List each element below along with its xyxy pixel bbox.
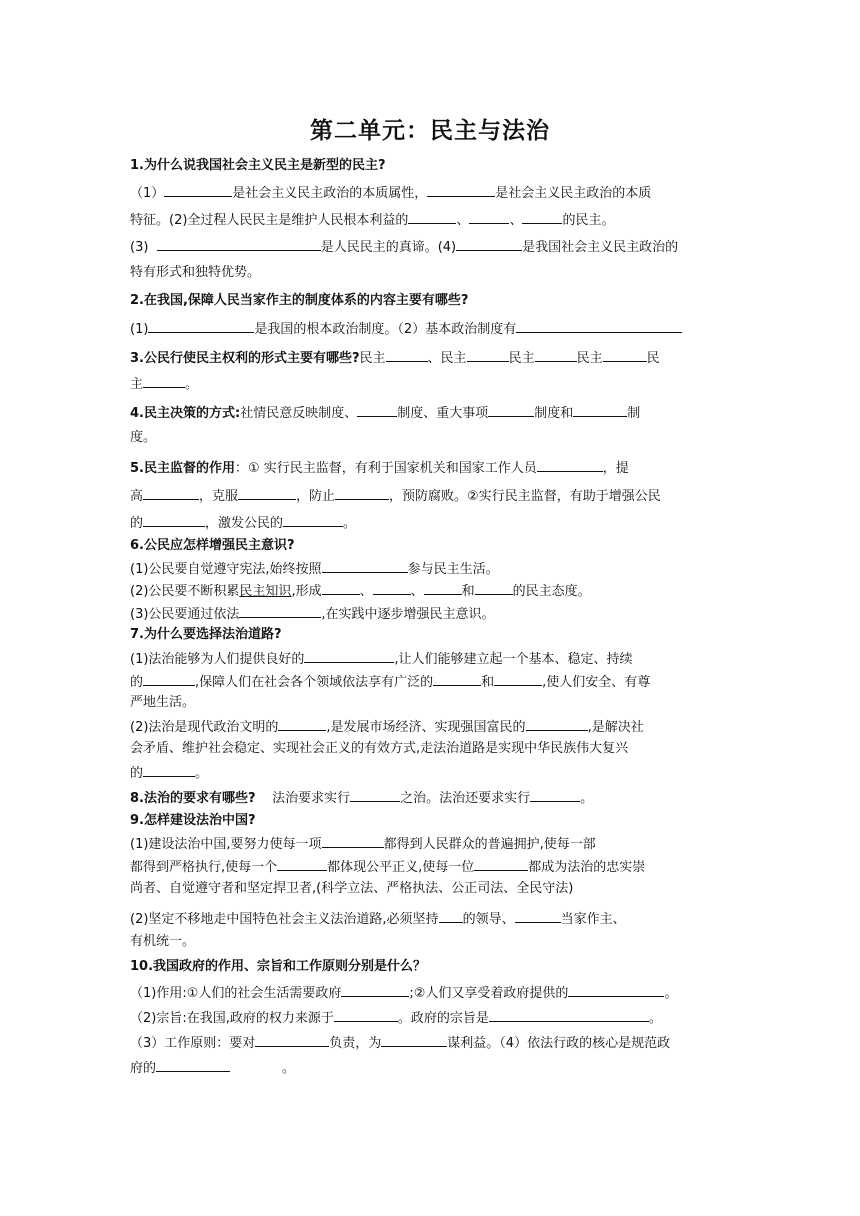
blank[interactable] xyxy=(489,1007,649,1022)
blank[interactable] xyxy=(424,580,462,595)
blank[interactable] xyxy=(350,787,400,802)
q9-line-1: (1)建设法治中国,要努力使每一项 都得到人民群众的普遍拥护,使每一部 xyxy=(130,833,730,855)
q9-line-4: (2)坚定不移地走中国特色社会主义法治道路,必须坚持 的领导、 当家作主、 xyxy=(130,908,730,930)
blank[interactable] xyxy=(322,833,384,848)
q9-line-3: 尚者、自觉遵守者和坚定捍卫者,(科学立法、严格执法、公正司法、全民守法) xyxy=(130,881,574,896)
blank[interactable] xyxy=(469,209,509,224)
blank[interactable] xyxy=(148,318,254,333)
blank[interactable] xyxy=(381,1032,447,1047)
q3-line-2: 主 。 xyxy=(130,373,730,395)
blank[interactable] xyxy=(239,603,321,618)
question-5: 5.民主监督的作用 xyxy=(130,461,235,476)
q7-line-5: 会矛盾、维护社会稳定、实现社会正义的有效方式,走法治道路是实现中华民族伟大复兴 xyxy=(130,741,629,756)
q6-line-2: (2)公民要不断积累民主知识,形成 、 、 和 的民主态度。 xyxy=(130,580,730,602)
question-1: 1.为什么说我国社会主义民主是新型的民主? xyxy=(130,158,386,173)
question-9: 9.怎样建设法治中国? xyxy=(130,813,256,828)
blank[interactable] xyxy=(255,1032,329,1047)
blank[interactable] xyxy=(373,580,411,595)
blank[interactable] xyxy=(535,347,577,362)
blank[interactable] xyxy=(143,762,195,777)
blank[interactable] xyxy=(304,648,394,663)
q10-line-2: （2)宗旨:在我国,政府的权力来源于 。政府的宗旨是 。 xyxy=(130,1007,730,1029)
q9-line-5: 有机统一。 xyxy=(130,934,196,949)
q9-line-2: 都得到严格执行,使每一个 都体现公平正义,使每一位 都成为法治的忠实崇 xyxy=(130,856,730,878)
q1-line-3: (3) 是人民民主的真谛。(4) 是我国社会主义民主政治的 xyxy=(130,236,730,258)
blank[interactable] xyxy=(515,908,561,923)
q4-line-2: 度。 xyxy=(130,430,157,445)
q6-line-1: (1)公民要自觉遵守宪法,始终按照 参与民主生活。 xyxy=(130,558,730,580)
question-3: 3.公民行使民主权利的形式主要有哪些? xyxy=(130,351,360,366)
blank[interactable] xyxy=(335,485,389,500)
blank[interactable] xyxy=(522,209,562,224)
blank[interactable] xyxy=(475,580,513,595)
blank[interactable] xyxy=(386,347,428,362)
blank[interactable] xyxy=(488,402,534,417)
blank[interactable] xyxy=(157,236,321,251)
blank[interactable] xyxy=(334,1007,398,1022)
q1-line-4: 特有形式和独特优势。 xyxy=(130,265,261,280)
q5-line-3: 的 ，激发公民的 。 xyxy=(130,512,730,534)
q1-line-2: 特征。(2)全过程人民民主是维护人民根本利益的 、 、 的民主。 xyxy=(130,209,730,231)
blank[interactable] xyxy=(494,671,542,686)
blank[interactable] xyxy=(427,182,495,197)
blank[interactable] xyxy=(341,982,409,997)
q2-answer: (1) 是我国的根本政治制度。（2）基本政治制度有 xyxy=(130,318,730,340)
blank[interactable] xyxy=(603,347,647,362)
blank[interactable] xyxy=(143,512,205,527)
blank[interactable] xyxy=(537,457,603,472)
q7-line-2: 的 ,保障人们在社会各个领域依法享有广泛的 和 ,使人们安全、有尊 xyxy=(130,671,730,693)
q6-line-3: (3)公民要通过依法 ,在实践中逐步增强民主意识。 xyxy=(130,603,730,625)
question-2: 2.在我国,保障人民当家作主的制度体系的内容主要有哪些? xyxy=(130,293,469,308)
blank[interactable] xyxy=(526,716,588,731)
question-7: 7.为什么要选择法治道路? xyxy=(130,627,282,642)
blank[interactable] xyxy=(278,716,326,731)
q7-line-1: (1)法治能够为人们提供良好的 ,让人们能够建立起一个基本、稳定、持续 xyxy=(130,648,730,670)
blank[interactable] xyxy=(143,373,185,388)
question-4: 4.民主决策的方式: xyxy=(130,406,241,421)
blank[interactable] xyxy=(143,485,199,500)
q7-line-3: 严地生活。 xyxy=(130,695,196,710)
q5-line-1: 5.民主监督的作用：① 实行民主监督，有利于国家机关和国家工作人员 ，提 xyxy=(130,457,730,479)
blank[interactable] xyxy=(456,236,522,251)
question-8: 8.法治的要求有哪些? xyxy=(130,791,256,806)
blank[interactable] xyxy=(530,787,580,802)
q5-line-2: 高 ，克服 ，防止 ，预防腐败。②实行民主监督，有助于增强公民 xyxy=(130,485,730,507)
page-title: 第二单元：民主与法治 xyxy=(310,118,550,144)
blank[interactable] xyxy=(439,908,463,923)
blank[interactable] xyxy=(516,318,682,333)
blank[interactable] xyxy=(164,182,232,197)
blank[interactable] xyxy=(408,209,456,224)
q3-line-1: 3.公民行使民主权利的形式主要有哪些?民主 、民主 民主 民主 民 xyxy=(130,347,730,369)
q1-line-1: （1） 是社会主义民主政治的本质属性， 是社会主义民主政治的本质 xyxy=(130,182,730,204)
q10-line-4: 府的 。 xyxy=(130,1057,730,1079)
blank[interactable] xyxy=(568,982,664,997)
blank[interactable] xyxy=(283,512,343,527)
blank[interactable] xyxy=(277,856,327,871)
question-6: 6.公民应怎样增强民主意识? xyxy=(130,538,295,553)
q7-line-6: 的 。 xyxy=(130,762,730,784)
blank[interactable] xyxy=(143,671,195,686)
blank[interactable] xyxy=(322,558,408,573)
blank[interactable] xyxy=(573,402,627,417)
blank[interactable] xyxy=(433,671,481,686)
q4-line-1: 4.民主决策的方式:社情民意反映制度、 制度、重大事项 制度和 制 xyxy=(130,402,730,424)
q7-line-4: (2)法治是现代政治文明的 ,是发展市场经济、实现强国富民的 ,是解决社 xyxy=(130,716,730,738)
blank[interactable] xyxy=(474,856,528,871)
blank[interactable] xyxy=(357,402,397,417)
question-10: 10.我国政府的作用、宗旨和工作原则分别是什么？ xyxy=(130,959,427,974)
blank[interactable] xyxy=(467,347,509,362)
q10-line-3: （3）工作原则：要对 负责，为 谋利益。（4）依法行政的核心是规范政 xyxy=(130,1032,730,1054)
q10-line-1: （1)作用:①人们的社会生活需要政府 ;②人们又享受着政府提供的 。 xyxy=(130,982,730,1004)
blank[interactable] xyxy=(322,580,360,595)
blank[interactable] xyxy=(156,1057,230,1072)
q8-line: 8.法治的要求有哪些? 法治要求实行 之治。法治还要求实行 。 xyxy=(130,787,730,809)
blank[interactable] xyxy=(238,485,296,500)
